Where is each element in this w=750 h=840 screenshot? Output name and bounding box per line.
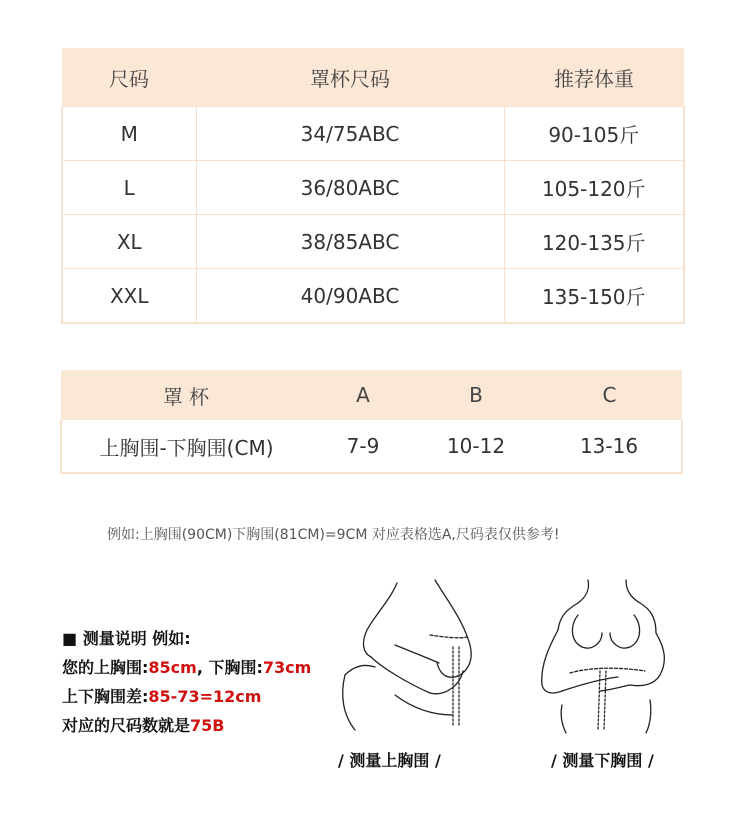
difference-label: 上下胸围差:	[62, 687, 149, 706]
table-row	[62, 161, 684, 215]
size-cell: M	[62, 107, 196, 161]
table-row	[62, 269, 684, 324]
upper-bust-illustration	[335, 575, 485, 735]
lower-bust-caption: / 测量下胸围 /	[551, 751, 654, 770]
example-note: 例如:上胸围(90CM)下胸围(81CM)=9CM 对应表格选A,尺码表仅供参考!	[107, 527, 560, 543]
difference-label: 上胸围-下胸围(CM)	[61, 420, 311, 473]
table-row	[62, 215, 684, 269]
upper-bust-value: 85cm	[148, 658, 197, 677]
result-label: 对应的尺码数就是	[62, 716, 191, 735]
lower-bust-label: , 下胸围:	[196, 658, 263, 677]
lower-bust-illustration	[530, 575, 680, 735]
header-cup-b: B	[415, 370, 537, 420]
cup-size-cell: 34/75ABC	[196, 107, 504, 161]
size-cell: L	[62, 161, 196, 215]
difference-value: 85-73=12cm	[148, 687, 262, 706]
header-cup-a: A	[311, 370, 415, 420]
weight-cell: 120-135斤	[504, 215, 684, 269]
table-row	[62, 107, 684, 161]
result-size-value: 75B	[190, 716, 225, 735]
upper-bust-caption: / 测量上胸围 /	[338, 751, 441, 770]
lower-bust-value: 73cm	[262, 658, 312, 677]
cup-table	[60, 370, 683, 474]
cup-a-range: 7-9	[311, 420, 415, 473]
header-size: 尺码	[62, 48, 196, 107]
weight-cell: 90-105斤	[504, 107, 684, 161]
header-weight: 推荐体重	[504, 48, 684, 107]
header-cup-c: C	[537, 370, 682, 420]
cup-size-cell: 38/85ABC	[196, 215, 504, 269]
upper-bust-label: 您的上胸围:	[62, 658, 149, 677]
size-cell: XL	[62, 215, 196, 269]
weight-cell: 105-120斤	[504, 161, 684, 215]
howto-line-1	[62, 655, 311, 678]
size-cell: XXL	[62, 269, 196, 324]
size-table-header	[62, 48, 684, 107]
cup-size-cell: 40/90ABC	[196, 269, 504, 324]
cup-b-range: 10-12	[415, 420, 537, 473]
header-cup: 罩 杯	[61, 370, 311, 420]
howto-line-3	[62, 713, 224, 736]
cup-size-cell: 36/80ABC	[196, 161, 504, 215]
howto-line-2	[62, 684, 261, 707]
table-row	[61, 420, 682, 473]
size-table	[61, 48, 685, 324]
weight-cell: 135-150斤	[504, 269, 684, 324]
cup-table-header	[61, 370, 682, 420]
cup-c-range: 13-16	[537, 420, 682, 473]
howto-title: ■ 测量说明 例如:	[62, 629, 191, 648]
header-cup-size: 罩杯尺码	[196, 48, 504, 107]
